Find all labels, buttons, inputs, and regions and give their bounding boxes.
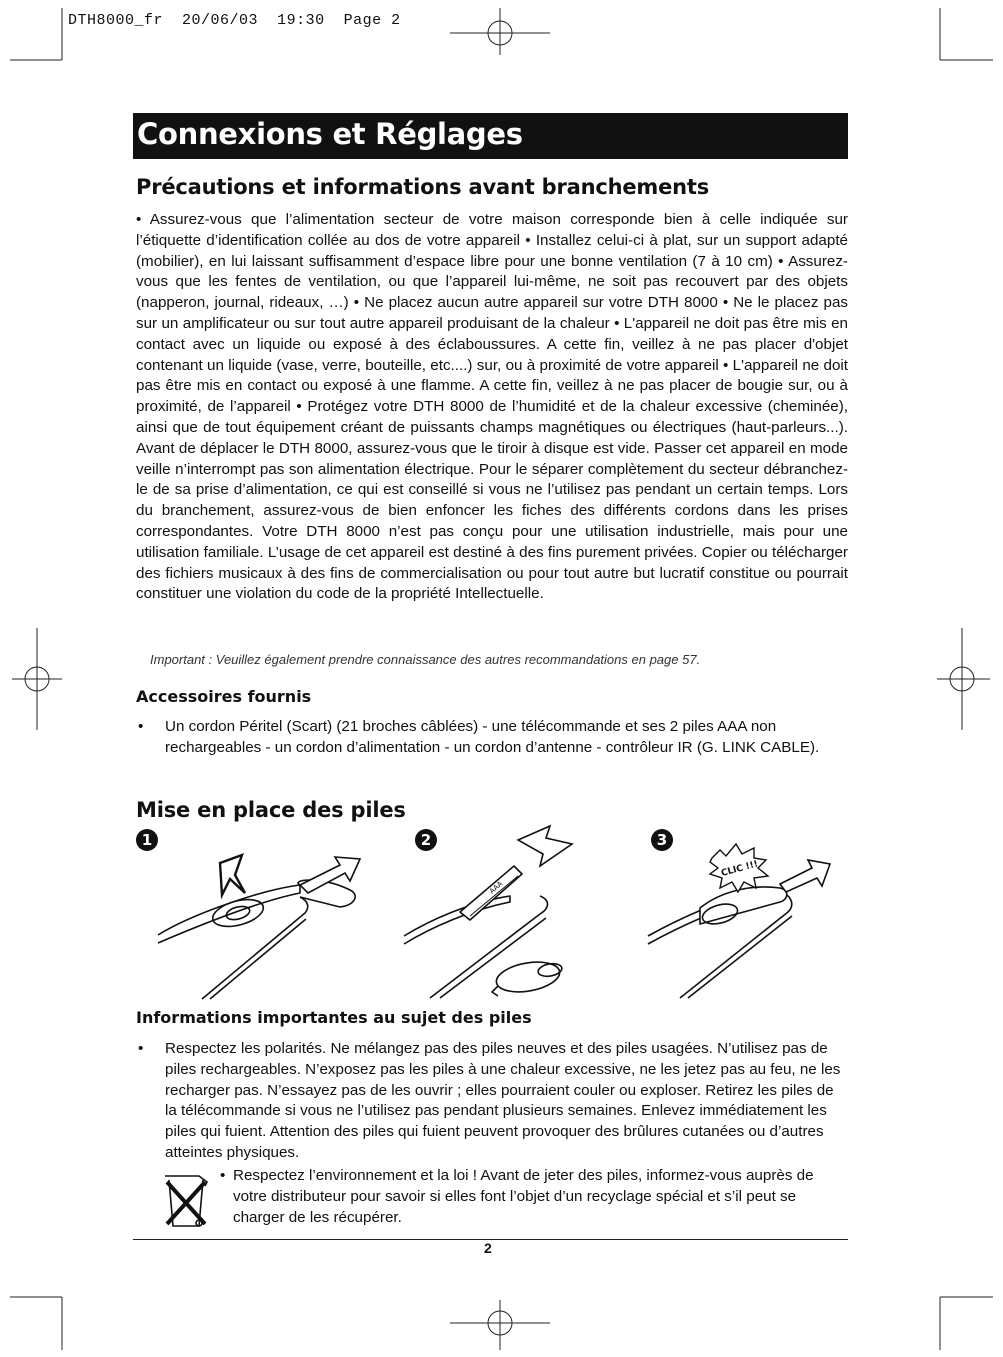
remote-illustration-insert-batteries [400, 820, 600, 1000]
battery-info-text: Respectez les polarités. Ne mélangez pas des piles neuves et des piles usagées. N’utilisez pas de piles rechargeables. N’exposez pas les piles à une chaleur excessive, ne les jetez pas au feu, ne les recharger pas. N’essayez pas de les ouvrir ; elles pourraient couler ou exploser. Retirez les piles de la télécommande si vous ne l’utilisez pas pendant plusieurs semaines. Enlevez immédiatement les piles qui fuient. Attention des piles qui fuient peuvent provoquer des brûlures cutanées ou d’autres atteintes physiques. [165, 1040, 841, 1161]
environment-text: Respectez l’environnement et la loi ! Avant de jeter des piles, informez-vous auprès de votre distributeur pour savoir si elles font l’objet d’un recyclage spécial et s’il peut se charger de les récupérer. [233, 1167, 814, 1226]
step-number-1: 1 [136, 829, 158, 851]
accessories-text: Un cordon Péritel (Scart) (21 broches câblées) - une télécommande et ses 2 piles AAA non rechargeables - un cordon d’alimentation - un cordon d’antenne - contrôleur IR (G. LINK CABLE). [165, 718, 820, 756]
crossed-out-bin-icon [163, 1168, 213, 1230]
clic-label: CLIC !!! [720, 859, 760, 879]
remote-illustration-open-cover [150, 835, 390, 1000]
slide-arrow-icon [300, 857, 360, 893]
registration-mark-left [12, 628, 62, 730]
slug-date: 20/06/03 [182, 12, 259, 29]
press-arrow-icon [220, 855, 245, 895]
battery-info-heading: Informations importantes au sujet des piles [136, 1008, 532, 1027]
registration-mark-right [937, 628, 990, 730]
battery-label: AAA [487, 879, 505, 896]
bullet: • [138, 718, 144, 735]
push-arrow-icon [780, 860, 830, 892]
page-title: Connexions et Réglages [133, 113, 848, 159]
precautions-body: • Assurez-vous que l’alimentation secteur de votre maison corresponde bien à celle indiquée sur l’étiquette d’identification collée au dos de votre appareil • Installez celui-ci à plat, sur un support adapté (mobilier), en lui laissant suffisamment d’espace libre pour une bonne ventilation (7 à 10 cm) • Assurez-vous que les fentes de ventilation, ou que l’appareil lui-même, ne soit pas recouvert par des objets (napperon, journal, rideaux, …) • Ne placez aucun autre appareil sur votre DTH 8000 • Ne le placez pas sur un amplificateur ou sur tout autre appareil produisant de la chaleur • L'appareil ne doit pas être mis en contact avec un liquide ou exposé à des éclaboussures. A cette fin, veillez à ne pas placer d'objet contenant un liquide (vase, verre, bouteille, etc....) sur, ou à proximité de votre appareil • L'appareil ne doit pas être mis en contact ou exposé à une flamme. A cette fin, veillez à ne pas placer de bougie sur, ou à proximité, de l’appareil • Protégez votre DTH 8000 de l’humidité et de la chaleur excessive (cheminée), ainsi que de tout équipement créant de puissants champs magnétiques ou électriques (haut-parleurs...). Avant de déplacer le DTH 8000, assurez-vous que le tiroir à disque est vide. Passer cet appareil en mode veille n’interrompt pas son alimentation électrique. Pour le séparer complètement du secteur débranchez-le de sa prise d’alimentation, ce qui est conseillé si vous ne l’utilisez pas pendant un certain temps. Lors du branchement, assurez-vous de bien enfoncer les fiches des différents cordons dans les prises correspondantes. Votre DTH 8000 n’est pas conçu pour une utilisation industrielle, mais pour une utilisation familiale. L’usage de cet appareil est destiné à des fins purement privées. Copier ou télécharger des fichiers musicaux à des fins de commercialisation ou pour tout autre but lucratif constitue ou pourrait constituer une violation du code de la propriété Intellectuelle. [136, 211, 848, 603]
bullet: • [138, 1040, 144, 1057]
slug-file: DTH8000_fr [68, 12, 164, 29]
registration-mark-bottom [450, 1300, 550, 1350]
precautions-heading: Précautions et informations avant branchements [136, 175, 710, 199]
remote-illustration-close-cover [640, 828, 840, 1000]
accessories-heading: Accessoires fournis [136, 687, 312, 706]
insert-arrow-icon [518, 826, 572, 866]
slug-time: 19:30 [277, 12, 325, 29]
registration-mark-top [450, 8, 550, 55]
step-number-3: 3 [651, 829, 673, 851]
bullet: • [220, 1167, 226, 1184]
slug-page: Page 2 [343, 12, 401, 29]
important-note: Important : Veuillez également prendre connaissance des autres recommandations en page 57. [150, 652, 701, 667]
batteries-heading: Mise en place des piles [136, 798, 406, 822]
page-number: 2 [484, 1240, 492, 1256]
step-number-2: 2 [415, 829, 437, 851]
